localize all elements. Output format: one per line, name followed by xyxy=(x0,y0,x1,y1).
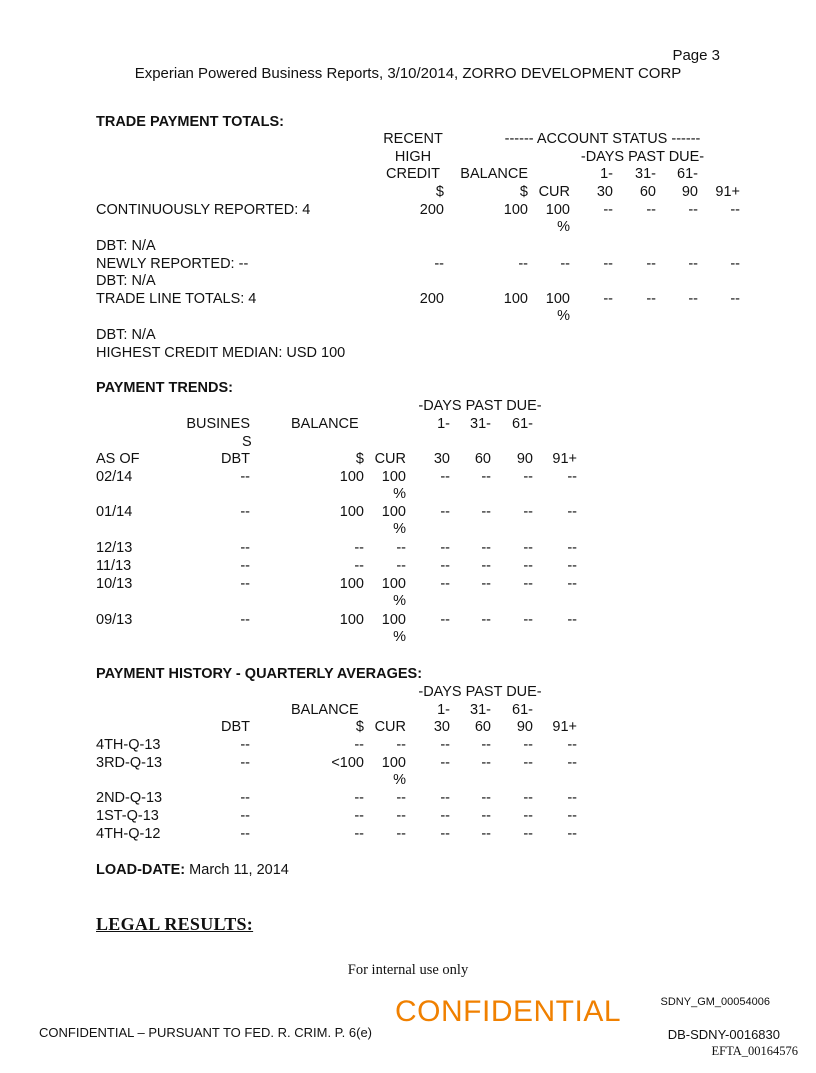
cell-cur: -- xyxy=(560,256,570,272)
cell-d3: -- xyxy=(688,291,698,307)
cell-balance: -- xyxy=(354,808,364,824)
col-business: S xyxy=(242,434,252,450)
cell-d3: -- xyxy=(523,826,533,842)
col-d3: 61- xyxy=(677,166,698,182)
cell-d2: -- xyxy=(481,826,491,842)
cell-d4: -- xyxy=(567,826,577,842)
cell-quarter: 1ST-Q-13 xyxy=(96,808,159,824)
cell-d1: -- xyxy=(440,826,450,842)
cell-as-of: 09/13 xyxy=(96,612,133,628)
cell-dbt: -- xyxy=(240,576,250,592)
cell-d1: -- xyxy=(440,755,450,771)
cell-d2: -- xyxy=(481,540,491,556)
col-days-past-due: -DAYS PAST DUE- xyxy=(580,149,705,165)
cell-as-of: 12/13 xyxy=(96,540,133,556)
cell-d4: -- xyxy=(567,737,577,753)
cell-d1: -- xyxy=(440,540,450,556)
dbt-note: DBT: N/A xyxy=(96,327,156,343)
cell-d2: -- xyxy=(481,558,491,574)
cell-cur-pct: % xyxy=(393,772,406,788)
cell-balance: 100 xyxy=(339,504,364,520)
col-credit-unit: $ xyxy=(435,184,444,200)
cell-d3: -- xyxy=(523,504,533,520)
col-d2: 60 xyxy=(474,451,491,467)
cell-cur: 100 xyxy=(545,202,570,218)
cell-dbt: -- xyxy=(240,826,250,842)
cell-d2: -- xyxy=(481,504,491,520)
col-days-past-due: -DAYS PAST DUE- xyxy=(418,684,542,700)
cell-cur-pct: % xyxy=(393,486,406,502)
cell-balance: -- xyxy=(354,790,364,806)
cell-d2: -- xyxy=(481,790,491,806)
cell-cur: 100 xyxy=(381,612,406,628)
cell-dbt: -- xyxy=(240,808,250,824)
cell-cur: 100 xyxy=(381,576,406,592)
cell-d4: -- xyxy=(730,202,740,218)
cell-dbt: -- xyxy=(240,755,250,771)
cell-as-of: 01/14 xyxy=(96,504,133,520)
cell-cur-pct: % xyxy=(393,629,406,645)
cell-balance: -- xyxy=(518,256,528,272)
col-days-past-due: -DAYS PAST DUE- xyxy=(418,398,542,414)
cell-d1: -- xyxy=(440,737,450,753)
cell-cur-pct: % xyxy=(557,219,570,235)
cell-d4: -- xyxy=(567,558,577,574)
legal-results-heading: LEGAL RESULTS: xyxy=(96,914,254,934)
cell-d4: -- xyxy=(567,540,577,556)
cell-d4: -- xyxy=(730,291,740,307)
cell-balance: -- xyxy=(354,826,364,842)
cell-balance: 100 xyxy=(503,202,528,218)
load-date xyxy=(96,862,289,879)
highest-credit-median: HIGHEST CREDIT MEDIAN: USD 100 xyxy=(96,345,346,361)
col-dbt: DBT xyxy=(221,451,250,467)
cell-d3: -- xyxy=(523,755,533,771)
col-cur: CUR xyxy=(538,184,570,200)
cell-balance: 100 xyxy=(339,469,364,485)
cell-credit: -- xyxy=(434,256,444,272)
cell-cur: -- xyxy=(396,826,406,842)
cell-d2: -- xyxy=(481,755,491,771)
cell-quarter: 3RD-Q-13 xyxy=(96,755,163,771)
dbt-note: DBT: N/A xyxy=(96,238,156,254)
col-balance-unit: $ xyxy=(355,451,364,467)
col-d3: 61- xyxy=(512,702,533,718)
col-d4: 91+ xyxy=(552,451,577,467)
efta-number: EFTA_00164576 xyxy=(711,1044,798,1058)
cell-quarter: 4TH-Q-13 xyxy=(96,737,161,753)
cell-cur: -- xyxy=(396,790,406,806)
cell-balance: 100 xyxy=(503,291,528,307)
col-d1: 30 xyxy=(433,451,450,467)
col-dbt: DBT xyxy=(221,719,250,735)
col-balance-unit: $ xyxy=(355,719,364,735)
cell-dbt: -- xyxy=(240,737,250,753)
cell-balance: -- xyxy=(354,558,364,574)
cell-as-of: 10/13 xyxy=(96,576,133,592)
col-d3: 61- xyxy=(512,416,533,432)
cell-cur: 100 xyxy=(381,755,406,771)
cell-d4: -- xyxy=(730,256,740,272)
payment-trends-heading: PAYMENT TRENDS: xyxy=(96,380,233,396)
cell-credit: 200 xyxy=(419,291,444,307)
cell-d1: -- xyxy=(603,256,613,272)
cell-d3: -- xyxy=(523,808,533,824)
col-balance: BALANCE xyxy=(291,416,359,432)
db-sdny-number: DB-SDNY-0016830 xyxy=(667,1027,780,1042)
col-d3: 90 xyxy=(516,451,533,467)
col-d4: 91+ xyxy=(715,184,740,200)
cell-d3: -- xyxy=(688,256,698,272)
cell-dbt: -- xyxy=(240,469,250,485)
cell-d2: -- xyxy=(481,612,491,628)
cell-cur: -- xyxy=(396,737,406,753)
cell-d4: -- xyxy=(567,790,577,806)
cell-d2: -- xyxy=(481,576,491,592)
cell-cur-pct: % xyxy=(393,593,406,609)
col-account-status: ------ ACCOUNT STATUS ------ xyxy=(504,131,701,147)
col-d1: 1- xyxy=(600,166,613,182)
col-recent: RECENT xyxy=(383,131,443,147)
cell-quarter: 4TH-Q-12 xyxy=(96,826,161,842)
cell-d3: -- xyxy=(523,469,533,485)
col-d3: 90 xyxy=(516,719,533,735)
cell-d1: -- xyxy=(440,790,450,806)
page-number: Page 3 xyxy=(672,47,720,64)
cell-cur: 100 xyxy=(545,291,570,307)
confidential-notice: CONFIDENTIAL – PURSUANT TO FED. R. CRIM. P. 6(e) xyxy=(39,1025,373,1040)
col-cur: CUR xyxy=(374,719,406,735)
sdny-stamp: SDNY_GM_00054006 xyxy=(660,996,770,1008)
cell-cur: 100 xyxy=(381,469,406,485)
cell-cur-pct: % xyxy=(557,308,570,324)
cell-d4: -- xyxy=(567,808,577,824)
cell-balance: -- xyxy=(354,540,364,556)
cell-d4: -- xyxy=(567,755,577,771)
col-d2: 31- xyxy=(635,166,656,182)
cell-d3: -- xyxy=(523,612,533,628)
cell-dbt: -- xyxy=(240,790,250,806)
col-d1: 30 xyxy=(433,719,450,735)
col-d4: 91+ xyxy=(552,719,577,735)
cell-quarter: 2ND-Q-13 xyxy=(96,790,163,806)
col-as-of: AS OF xyxy=(96,451,140,467)
cell-d1: -- xyxy=(440,504,450,520)
cell-as-of: 02/14 xyxy=(96,469,133,485)
trade-totals-heading: TRADE PAYMENT TOTALS: xyxy=(96,114,284,130)
col-d2: 31- xyxy=(470,416,491,432)
cell-d2: -- xyxy=(646,202,656,218)
cell-d3: -- xyxy=(523,737,533,753)
cell-balance: 100 xyxy=(339,576,364,592)
cell-dbt: -- xyxy=(240,558,250,574)
cell-d2: -- xyxy=(481,469,491,485)
cell-d4: -- xyxy=(567,469,577,485)
col-d2: 60 xyxy=(474,719,491,735)
internal-use-note: For internal use only xyxy=(347,962,469,978)
dbt-note: DBT: N/A xyxy=(96,273,156,289)
cell-credit: 200 xyxy=(419,202,444,218)
cell-d3: -- xyxy=(523,558,533,574)
cell-d2: -- xyxy=(646,256,656,272)
cell-d2: -- xyxy=(646,291,656,307)
cell-d3: -- xyxy=(688,202,698,218)
cell-d3: -- xyxy=(523,790,533,806)
col-d1: 1- xyxy=(437,702,450,718)
cell-balance: -- xyxy=(354,737,364,753)
cell-d4: -- xyxy=(567,612,577,628)
cell-cur: -- xyxy=(396,540,406,556)
cell-cur-pct: % xyxy=(393,521,406,537)
col-balance: BALANCE xyxy=(291,702,359,718)
cell-cur: -- xyxy=(396,558,406,574)
cell-balance: 100 xyxy=(339,612,364,628)
col-credit: CREDIT xyxy=(386,166,440,182)
confidential-stamp: CONFIDENTIAL xyxy=(395,995,622,1028)
cell-as-of: 11/13 xyxy=(96,558,132,574)
col-balance: BALANCE xyxy=(460,166,528,182)
col-d1: 30 xyxy=(596,184,613,200)
load-date-value: March 11, 2014 xyxy=(189,862,289,878)
cell-d2: -- xyxy=(481,808,491,824)
col-d1: 1- xyxy=(437,416,450,432)
col-high: HIGH xyxy=(394,149,432,165)
cell-d1: -- xyxy=(440,469,450,485)
quarterly-heading: PAYMENT HISTORY - QUARTERLY AVERAGES: xyxy=(96,666,423,682)
table-row-label: TRADE LINE TOTALS: 4 xyxy=(96,291,257,307)
cell-d1: -- xyxy=(440,612,450,628)
col-d3: 90 xyxy=(681,184,698,200)
cell-d1: -- xyxy=(603,291,613,307)
cell-d1: -- xyxy=(603,202,613,218)
cell-d4: -- xyxy=(567,576,577,592)
cell-dbt: -- xyxy=(240,612,250,628)
table-row-label: NEWLY REPORTED: -- xyxy=(96,256,249,272)
load-date-label: LOAD-DATE: xyxy=(96,862,186,878)
cell-d4: -- xyxy=(567,504,577,520)
cell-dbt: -- xyxy=(240,540,250,556)
col-cur: CUR xyxy=(374,451,406,467)
cell-balance: <100 xyxy=(331,755,364,771)
col-business: BUSINES xyxy=(186,416,250,432)
cell-d1: -- xyxy=(440,576,450,592)
cell-d3: -- xyxy=(523,576,533,592)
table-row-label: CONTINUOUSLY REPORTED: 4 xyxy=(96,202,311,218)
cell-d2: -- xyxy=(481,737,491,753)
cell-d1: -- xyxy=(440,808,450,824)
col-d2: 31- xyxy=(470,702,491,718)
report-title: Experian Powered Business Reports, 3/10/2014, ZORRO DEVELOPMENT CORP xyxy=(134,65,682,82)
col-balance-unit: $ xyxy=(519,184,528,200)
cell-cur: 100 xyxy=(381,504,406,520)
cell-d1: -- xyxy=(440,558,450,574)
col-d2: 60 xyxy=(639,184,656,200)
cell-cur: -- xyxy=(396,808,406,824)
cell-d3: -- xyxy=(523,540,533,556)
cell-dbt: -- xyxy=(240,504,250,520)
